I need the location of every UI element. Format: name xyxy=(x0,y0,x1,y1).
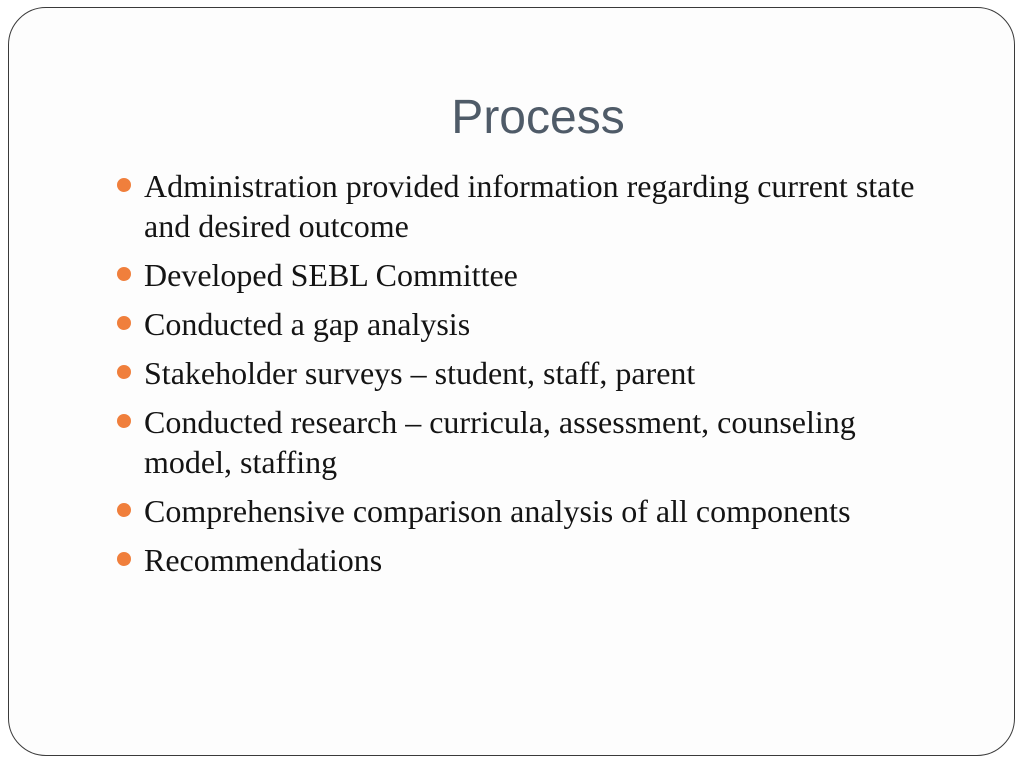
bullet-text: Conducted research – curricula, assessment, counseling model, staffing xyxy=(144,404,856,480)
bullet-item xyxy=(117,540,917,580)
bullet-item xyxy=(117,304,917,344)
bullet-dot-icon xyxy=(117,414,131,428)
bullet-text: Comprehensive comparison analysis of all components xyxy=(144,493,851,529)
bullet-dot-icon xyxy=(117,503,131,517)
bullet-item xyxy=(117,353,917,393)
bullet-text: Recommendations xyxy=(144,542,383,578)
bullet-text: Stakeholder surveys – student, staff, parent xyxy=(144,355,696,391)
bullet-item xyxy=(117,166,917,246)
bullet-item xyxy=(117,255,917,295)
slide-title: Process xyxy=(451,91,625,144)
bullet-text: Administration provided information regarding current state and desired outcome xyxy=(144,168,915,244)
bullet-text: Developed SEBL Committee xyxy=(144,257,518,293)
bullet-dot-icon xyxy=(117,178,131,192)
bullet-text: Conducted a gap analysis xyxy=(144,306,471,342)
bullet-list xyxy=(117,166,917,589)
bullet-item xyxy=(117,491,917,531)
bullet-dot-icon xyxy=(117,267,131,281)
bullet-dot-icon xyxy=(117,365,131,379)
bullet-item xyxy=(117,402,917,482)
bullet-dot-icon xyxy=(117,316,131,330)
bullet-dot-icon xyxy=(117,552,131,566)
